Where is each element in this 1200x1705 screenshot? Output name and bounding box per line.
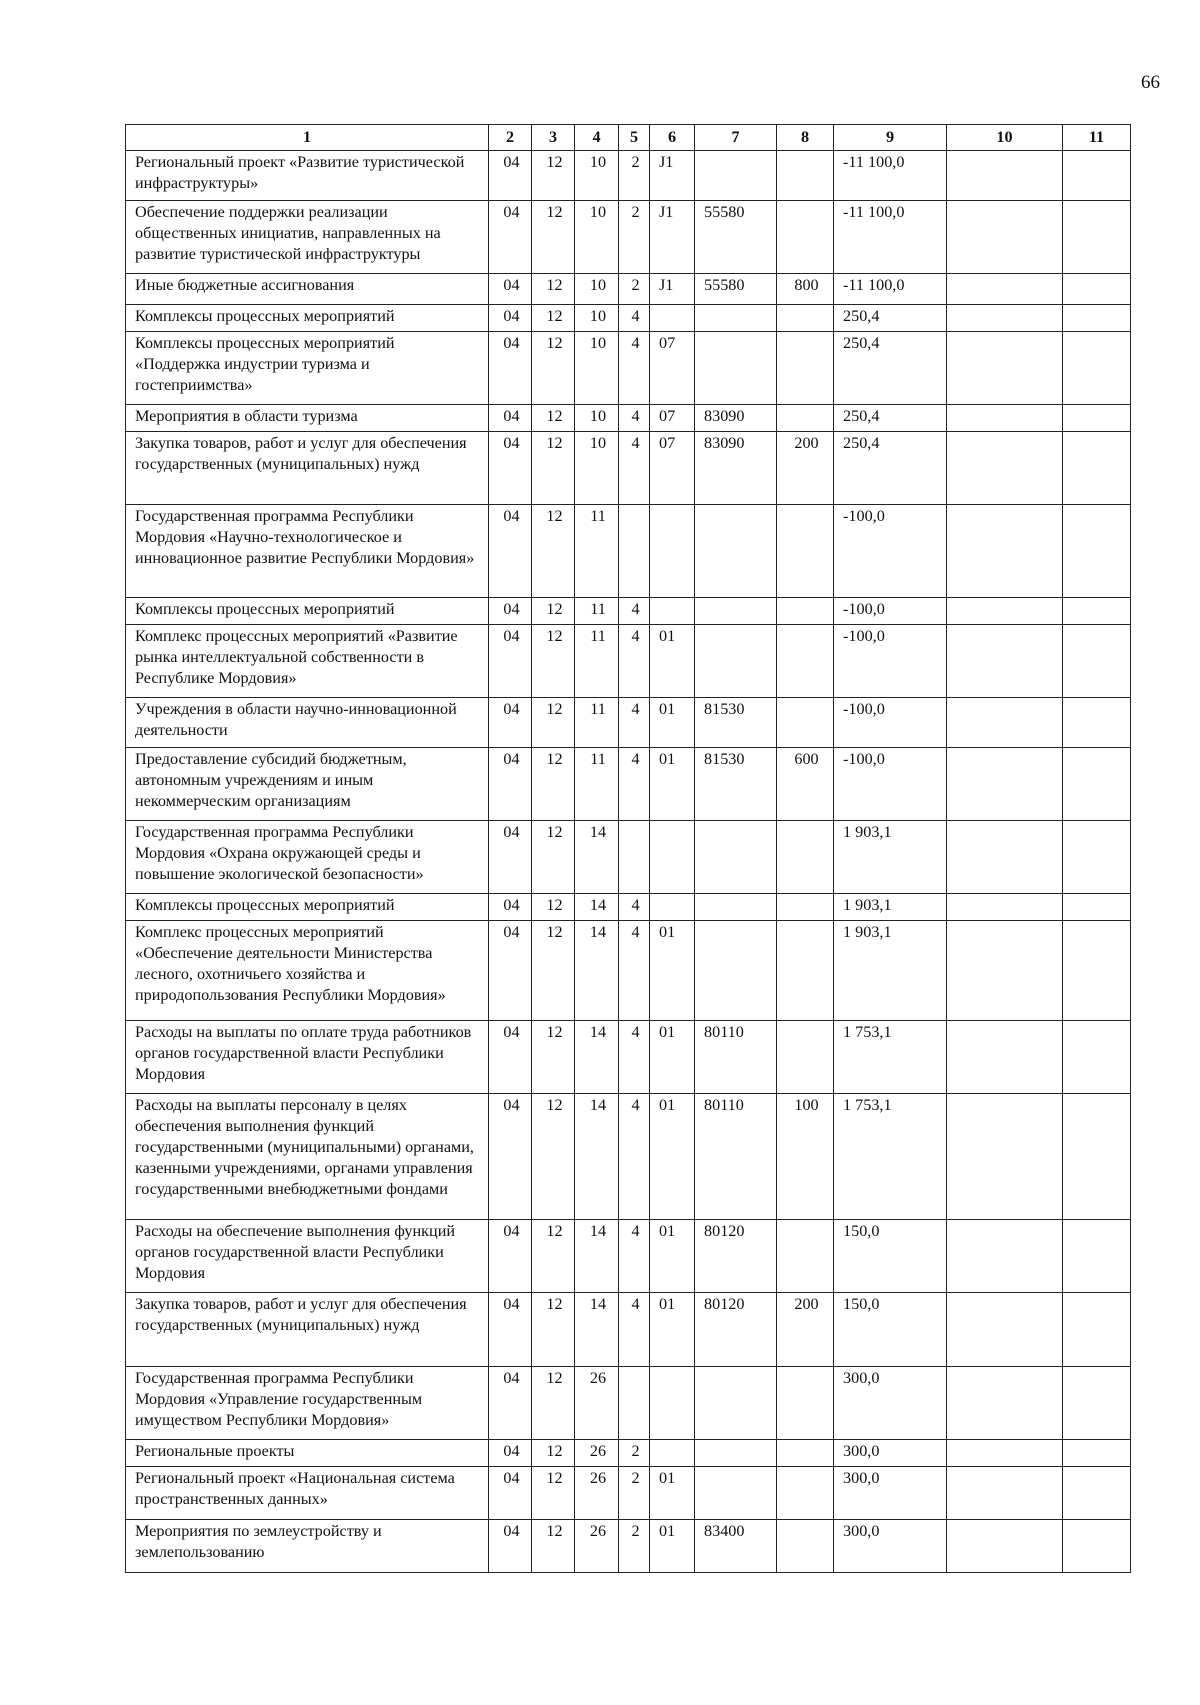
code-cell: 2: [619, 274, 650, 305]
amount-cell: 150,0: [834, 1220, 947, 1293]
code-cell: 10: [575, 274, 619, 305]
code-cell: [777, 1520, 834, 1573]
amount-cell: [947, 821, 1063, 894]
amount-cell: -100,0: [834, 505, 947, 598]
amount-cell: 300,0: [834, 1520, 947, 1573]
amount-cell: [947, 505, 1063, 598]
table-row: [126, 748, 1131, 821]
header-row: [126, 125, 1131, 151]
code-cell: 12: [532, 405, 575, 432]
amount-cell: [1063, 625, 1131, 698]
amount-cell: -100,0: [834, 748, 947, 821]
table-row: [126, 1094, 1131, 1220]
table-row: [126, 1021, 1131, 1094]
code-cell: 11: [575, 748, 619, 821]
code-cell: [695, 1440, 777, 1467]
table-row: [126, 698, 1131, 748]
amount-cell: [1063, 598, 1131, 625]
code-cell: 4: [619, 1220, 650, 1293]
header-cell: 9: [834, 125, 947, 151]
amount-cell: [1063, 1440, 1131, 1467]
code-cell: 10: [575, 305, 619, 332]
code-cell: [777, 1220, 834, 1293]
code-cell: 12: [532, 1520, 575, 1573]
code-cell: 12: [532, 305, 575, 332]
code-cell: 04: [489, 332, 532, 405]
code-cell: 01: [650, 625, 695, 698]
code-cell: 04: [489, 748, 532, 821]
code-cell: 800: [777, 274, 834, 305]
code-cell: 11: [575, 698, 619, 748]
header-cell: 8: [777, 125, 834, 151]
description-cell: Расходы на обеспечение выполнения функций органов государственной власти Республики Мордовия: [126, 1220, 489, 1293]
code-cell: 4: [619, 1021, 650, 1094]
amount-cell: 250,4: [834, 432, 947, 505]
code-cell: [777, 1367, 834, 1440]
amount-cell: 250,4: [834, 305, 947, 332]
description-cell: Комплексы процессных мероприятий «Поддержка индустрии туризма и гостеприимства»: [126, 332, 489, 405]
amount-cell: [1063, 921, 1131, 1021]
amount-cell: [1063, 151, 1131, 201]
amount-cell: [1063, 332, 1131, 405]
description-cell: Комплексы процессных мероприятий: [126, 894, 489, 921]
description-cell: Учреждения в области научно-инновационной деятельности: [126, 698, 489, 748]
code-cell: J1: [650, 274, 695, 305]
description-cell: Расходы на выплаты по оплате труда работников органов государственной власти Республики Мордовия: [126, 1021, 489, 1094]
header-cell: 1: [126, 125, 489, 151]
amount-cell: [1063, 1520, 1131, 1573]
amount-cell: [1063, 1293, 1131, 1367]
code-cell: [777, 921, 834, 1021]
code-cell: 4: [619, 921, 650, 1021]
code-cell: J1: [650, 201, 695, 274]
code-cell: [777, 1467, 834, 1520]
code-cell: 12: [532, 921, 575, 1021]
description-cell: Закупка товаров, работ и услуг для обеспечения государственных (муниципальных) нужд: [126, 432, 489, 505]
code-cell: 80120: [695, 1220, 777, 1293]
code-cell: 07: [650, 332, 695, 405]
code-cell: [650, 1440, 695, 1467]
code-cell: 200: [777, 1293, 834, 1367]
description-cell: Комплексы процессных мероприятий: [126, 598, 489, 625]
code-cell: [695, 598, 777, 625]
code-cell: 04: [489, 151, 532, 201]
table-row: [126, 332, 1131, 405]
amount-cell: -100,0: [834, 698, 947, 748]
code-cell: 80110: [695, 1094, 777, 1220]
code-cell: 01: [650, 1220, 695, 1293]
amount-cell: 1 753,1: [834, 1094, 947, 1220]
description-cell: Государственная программа Республики Мордовия «Охрана окружающей среды и повышение экологической безопасности»: [126, 821, 489, 894]
amount-cell: 1 903,1: [834, 921, 947, 1021]
code-cell: 81530: [695, 748, 777, 821]
code-cell: 12: [532, 748, 575, 821]
header-cell: 3: [532, 125, 575, 151]
table-row: [126, 921, 1131, 1021]
code-cell: [777, 698, 834, 748]
code-cell: 4: [619, 432, 650, 505]
code-cell: 200: [777, 432, 834, 505]
header-cell: 7: [695, 125, 777, 151]
amount-cell: 1 753,1: [834, 1021, 947, 1094]
code-cell: 04: [489, 894, 532, 921]
code-cell: 11: [575, 598, 619, 625]
description-cell: Государственная программа Республики Мордовия «Управление государственным имуществом Республики Мордовия»: [126, 1367, 489, 1440]
amount-cell: [947, 274, 1063, 305]
code-cell: [650, 894, 695, 921]
code-cell: [777, 332, 834, 405]
header-cell: 10: [947, 125, 1063, 151]
code-cell: 04: [489, 305, 532, 332]
table-row: [126, 432, 1131, 505]
amount-cell: [947, 332, 1063, 405]
code-cell: [619, 1367, 650, 1440]
amount-cell: -100,0: [834, 598, 947, 625]
amount-cell: -11 100,0: [834, 274, 947, 305]
page-number: 66: [1141, 72, 1160, 93]
code-cell: [695, 894, 777, 921]
code-cell: [777, 821, 834, 894]
code-cell: 04: [489, 1520, 532, 1573]
code-cell: 10: [575, 405, 619, 432]
code-cell: 12: [532, 698, 575, 748]
code-cell: 4: [619, 305, 650, 332]
code-cell: 12: [532, 625, 575, 698]
amount-cell: -100,0: [834, 625, 947, 698]
table-row: [126, 625, 1131, 698]
table-row: [126, 1367, 1131, 1440]
code-cell: 04: [489, 1094, 532, 1220]
amount-cell: [947, 1440, 1063, 1467]
description-cell: Региональный проект «Развитие туристической инфраструктуры»: [126, 151, 489, 201]
code-cell: [777, 1440, 834, 1467]
code-cell: 12: [532, 432, 575, 505]
description-cell: Комплексы процессных мероприятий: [126, 305, 489, 332]
code-cell: [777, 625, 834, 698]
code-cell: [777, 505, 834, 598]
amount-cell: 1 903,1: [834, 894, 947, 921]
table-row: [126, 1440, 1131, 1467]
description-cell: Региональные проекты: [126, 1440, 489, 1467]
table-row: [126, 405, 1131, 432]
code-cell: 04: [489, 598, 532, 625]
code-cell: 04: [489, 1367, 532, 1440]
table-row: [126, 1220, 1131, 1293]
code-cell: [777, 151, 834, 201]
code-cell: 04: [489, 505, 532, 598]
code-cell: 01: [650, 1021, 695, 1094]
code-cell: 2: [619, 1467, 650, 1520]
amount-cell: 1 903,1: [834, 821, 947, 894]
amount-cell: [947, 151, 1063, 201]
code-cell: [695, 1467, 777, 1520]
budget-table: [125, 124, 1131, 1573]
amount-cell: [1063, 201, 1131, 274]
code-cell: 83400: [695, 1520, 777, 1573]
table-body: [126, 125, 1131, 1573]
code-cell: 14: [575, 821, 619, 894]
table-row: [126, 821, 1131, 894]
code-cell: 01: [650, 921, 695, 1021]
code-cell: 04: [489, 1440, 532, 1467]
code-cell: [695, 332, 777, 405]
amount-cell: [1063, 1021, 1131, 1094]
header-cell: 5: [619, 125, 650, 151]
amount-cell: [1063, 748, 1131, 821]
code-cell: [650, 1367, 695, 1440]
description-cell: Мероприятия в области туризма: [126, 405, 489, 432]
code-cell: [650, 821, 695, 894]
code-cell: 10: [575, 201, 619, 274]
code-cell: 04: [489, 698, 532, 748]
code-cell: 4: [619, 1293, 650, 1367]
header-cell: 4: [575, 125, 619, 151]
code-cell: 81530: [695, 698, 777, 748]
amount-cell: 250,4: [834, 332, 947, 405]
code-cell: 2: [619, 1440, 650, 1467]
code-cell: 100: [777, 1094, 834, 1220]
code-cell: 4: [619, 598, 650, 625]
amount-cell: [947, 894, 1063, 921]
code-cell: 26: [575, 1440, 619, 1467]
header-cell: 11: [1063, 125, 1131, 151]
code-cell: 04: [489, 821, 532, 894]
code-cell: 14: [575, 1293, 619, 1367]
code-cell: [695, 821, 777, 894]
code-cell: 12: [532, 201, 575, 274]
table-row: [126, 598, 1131, 625]
code-cell: [695, 151, 777, 201]
code-cell: 2: [619, 151, 650, 201]
amount-cell: [1063, 505, 1131, 598]
table-row: [126, 151, 1131, 201]
code-cell: 04: [489, 1467, 532, 1520]
description-cell: Предоставление субсидий бюджетным, автономным учреждениям и иным некоммерческим организациям: [126, 748, 489, 821]
table-row: [126, 1520, 1131, 1573]
amount-cell: [1063, 405, 1131, 432]
code-cell: 26: [575, 1367, 619, 1440]
code-cell: 2: [619, 201, 650, 274]
table-row: [126, 274, 1131, 305]
amount-cell: [1063, 274, 1131, 305]
code-cell: 01: [650, 1094, 695, 1220]
code-cell: 12: [532, 274, 575, 305]
description-cell: Региональный проект «Национальная система пространственных данных»: [126, 1467, 489, 1520]
code-cell: 83090: [695, 405, 777, 432]
code-cell: 12: [532, 1467, 575, 1520]
description-cell: Комплекс процессных мероприятий «Развитие рынка интеллектуальной собственности в Республике Мордовия»: [126, 625, 489, 698]
code-cell: 12: [532, 1440, 575, 1467]
code-cell: 55580: [695, 274, 777, 305]
description-cell: Расходы на выплаты персоналу в целях обеспечения выполнения функций государственными (муниципальными) органами, казенными учреждениями, органами управления государственными внебюджетными фондами: [126, 1094, 489, 1220]
code-cell: [619, 505, 650, 598]
code-cell: 01: [650, 1467, 695, 1520]
code-cell: [777, 305, 834, 332]
amount-cell: -11 100,0: [834, 201, 947, 274]
code-cell: 04: [489, 1293, 532, 1367]
code-cell: 01: [650, 748, 695, 821]
code-cell: 04: [489, 274, 532, 305]
code-cell: [695, 1367, 777, 1440]
code-cell: J1: [650, 151, 695, 201]
amount-cell: [947, 405, 1063, 432]
amount-cell: [1063, 1094, 1131, 1220]
code-cell: 10: [575, 432, 619, 505]
code-cell: 04: [489, 921, 532, 1021]
amount-cell: [947, 432, 1063, 505]
amount-cell: 300,0: [834, 1367, 947, 1440]
code-cell: 4: [619, 1094, 650, 1220]
amount-cell: [1063, 698, 1131, 748]
code-cell: 12: [532, 1367, 575, 1440]
amount-cell: [1063, 432, 1131, 505]
code-cell: [695, 505, 777, 598]
code-cell: 12: [532, 821, 575, 894]
code-cell: [777, 201, 834, 274]
code-cell: 11: [575, 625, 619, 698]
amount-cell: [947, 1220, 1063, 1293]
code-cell: 14: [575, 1094, 619, 1220]
code-cell: 4: [619, 332, 650, 405]
code-cell: [777, 894, 834, 921]
code-cell: 4: [619, 894, 650, 921]
code-cell: 12: [532, 1021, 575, 1094]
code-cell: [695, 305, 777, 332]
code-cell: 04: [489, 1021, 532, 1094]
code-cell: 04: [489, 1220, 532, 1293]
code-cell: 12: [532, 894, 575, 921]
header-cell: 2: [489, 125, 532, 151]
code-cell: 07: [650, 405, 695, 432]
code-cell: [695, 625, 777, 698]
code-cell: 14: [575, 1220, 619, 1293]
code-cell: 04: [489, 201, 532, 274]
amount-cell: [947, 1094, 1063, 1220]
code-cell: 12: [532, 332, 575, 405]
code-cell: 26: [575, 1520, 619, 1573]
code-cell: 12: [532, 1293, 575, 1367]
amount-cell: [947, 1520, 1063, 1573]
description-cell: Иные бюджетные ассигнования: [126, 274, 489, 305]
code-cell: 26: [575, 1467, 619, 1520]
amount-cell: [947, 921, 1063, 1021]
code-cell: 04: [489, 405, 532, 432]
code-cell: 80120: [695, 1293, 777, 1367]
description-cell: Государственная программа Республики Мордовия «Научно-технологическое и инновационное развитие Республики Мордовия»: [126, 505, 489, 598]
description-cell: Мероприятия по землеустройству и землепользованию: [126, 1520, 489, 1573]
amount-cell: [1063, 1367, 1131, 1440]
description-cell: Комплекс процессных мероприятий «Обеспечение деятельности Министерства лесного, охотничьего хозяйства и природопользования Республики Мордовия»: [126, 921, 489, 1021]
amount-cell: -11 100,0: [834, 151, 947, 201]
code-cell: 04: [489, 432, 532, 505]
code-cell: 04: [489, 625, 532, 698]
amount-cell: [947, 201, 1063, 274]
amount-cell: [1063, 821, 1131, 894]
code-cell: 12: [532, 1094, 575, 1220]
amount-cell: [947, 598, 1063, 625]
code-cell: [619, 821, 650, 894]
code-cell: 600: [777, 748, 834, 821]
code-cell: 4: [619, 748, 650, 821]
amount-cell: 300,0: [834, 1440, 947, 1467]
amount-cell: 250,4: [834, 405, 947, 432]
code-cell: 14: [575, 894, 619, 921]
code-cell: 55580: [695, 201, 777, 274]
code-cell: 07: [650, 432, 695, 505]
amount-cell: [947, 1293, 1063, 1367]
code-cell: 12: [532, 1220, 575, 1293]
amount-cell: [947, 748, 1063, 821]
amount-cell: [947, 625, 1063, 698]
code-cell: 12: [532, 505, 575, 598]
code-cell: 14: [575, 1021, 619, 1094]
code-cell: 12: [532, 151, 575, 201]
code-cell: 83090: [695, 432, 777, 505]
table-row: [126, 1293, 1131, 1367]
amount-cell: [947, 1367, 1063, 1440]
code-cell: [650, 598, 695, 625]
code-cell: [777, 1021, 834, 1094]
code-cell: [650, 305, 695, 332]
code-cell: [650, 505, 695, 598]
code-cell: 01: [650, 698, 695, 748]
code-cell: 14: [575, 921, 619, 1021]
amount-cell: [1063, 1220, 1131, 1293]
amount-cell: [1063, 894, 1131, 921]
table-row: [126, 505, 1131, 598]
code-cell: 11: [575, 505, 619, 598]
code-cell: 01: [650, 1293, 695, 1367]
code-cell: 4: [619, 625, 650, 698]
description-cell: Закупка товаров, работ и услуг для обеспечения государственных (муниципальных) нужд: [126, 1293, 489, 1367]
table-row: [126, 201, 1131, 274]
amount-cell: [947, 305, 1063, 332]
code-cell: [695, 921, 777, 1021]
code-cell: 12: [532, 598, 575, 625]
code-cell: 4: [619, 405, 650, 432]
table-row: [126, 305, 1131, 332]
code-cell: 4: [619, 698, 650, 748]
table-row: [126, 1467, 1131, 1520]
header-cell: 6: [650, 125, 695, 151]
code-cell: 80110: [695, 1021, 777, 1094]
code-cell: 10: [575, 332, 619, 405]
amount-cell: [947, 698, 1063, 748]
code-cell: 10: [575, 151, 619, 201]
amount-cell: [947, 1021, 1063, 1094]
description-cell: Обеспечение поддержки реализации общественных инициатив, направленных на развитие туристической инфраструктуры: [126, 201, 489, 274]
code-cell: 2: [619, 1520, 650, 1573]
code-cell: 01: [650, 1520, 695, 1573]
code-cell: [777, 598, 834, 625]
amount-cell: [1063, 1467, 1131, 1520]
code-cell: [777, 405, 834, 432]
amount-cell: 150,0: [834, 1293, 947, 1367]
amount-cell: [1063, 305, 1131, 332]
amount-cell: 300,0: [834, 1467, 947, 1520]
amount-cell: [947, 1467, 1063, 1520]
table-row: [126, 894, 1131, 921]
